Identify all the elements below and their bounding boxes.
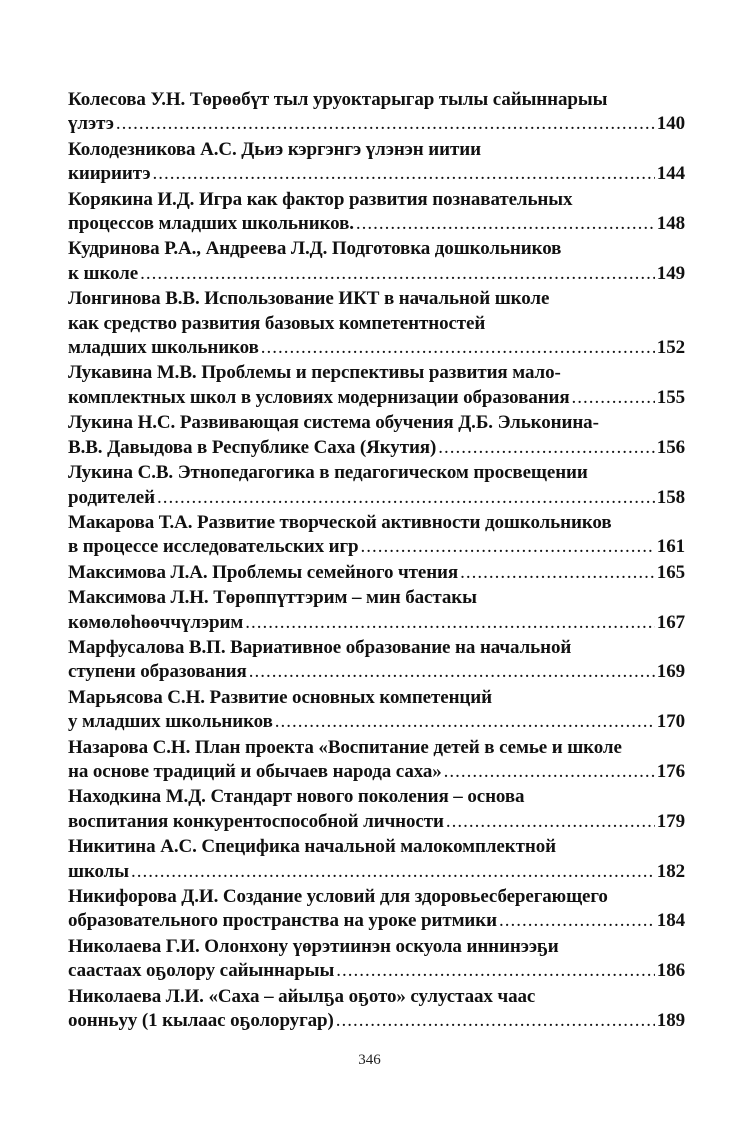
toc-entry xyxy=(68,237,685,286)
toc-entry-text: үлэтэ xyxy=(68,113,114,135)
toc-entry xyxy=(68,461,685,510)
toc-entry-last-line xyxy=(68,860,685,884)
toc-entry-text: школы xyxy=(68,860,129,882)
dot-leader xyxy=(460,561,655,585)
toc-entry xyxy=(68,736,685,785)
toc-entry-last-line xyxy=(68,262,685,286)
toc-entry-page: 186 xyxy=(656,960,685,982)
toc-entry-page: 176 xyxy=(656,760,685,782)
toc-entry-last-line xyxy=(68,1009,685,1033)
toc-entry-page: 161 xyxy=(656,536,685,558)
toc-entry-text: у младших школьников xyxy=(68,711,273,733)
toc-entry-page: 167 xyxy=(656,611,685,633)
toc-entry xyxy=(68,188,685,237)
dot-leader xyxy=(572,386,655,410)
toc-entry-last-line xyxy=(68,162,685,186)
toc-entry-line: Никитина А.С. Специфика начальной малокомплектной xyxy=(68,836,556,858)
toc-entry-line: Назарова С.Н. План проекта «Воспитание детей в семье и школе xyxy=(68,736,622,758)
toc-entry-page: 189 xyxy=(656,1010,685,1032)
toc-entry-line: Марьясова С.Н. Развитие основных компетенций xyxy=(68,686,492,708)
toc-entry-page: 152 xyxy=(656,337,685,359)
dot-leader xyxy=(245,611,655,635)
toc-entry xyxy=(68,561,685,585)
toc-entry-line: как средство развития базовых компетентностей xyxy=(68,312,486,334)
toc-entry-line: Лукина С.В. Этнопедагогика в педагогическом просвещении xyxy=(68,462,588,484)
toc-entry xyxy=(68,686,685,735)
toc-entry-line: Николаева Г.И. Олонхону үөрэтиинэн оскуола иннинээҕи xyxy=(68,935,559,957)
toc-entry-line: Никифорова Д.И. Создание условий для здоровьесберегающего xyxy=(68,886,608,907)
toc-entry-page: 182 xyxy=(656,860,685,882)
toc-entry-last-line xyxy=(68,760,685,784)
toc-entry xyxy=(68,287,685,360)
toc-entry xyxy=(68,411,685,460)
toc-entry xyxy=(68,586,685,635)
toc-entry-page: 149 xyxy=(656,262,685,284)
toc-entry-last-line xyxy=(68,561,685,585)
toc-entry-line: Корякина И.Д. Игра как фактор развития познавательных xyxy=(68,188,573,210)
toc-entry-text: Максимова Л.А. Проблемы семейного чтения xyxy=(68,561,459,583)
toc-entry-last-line xyxy=(68,212,685,236)
toc-entry xyxy=(68,935,685,984)
toc-entry-line: Лонгинова В.В. Использование ИКТ в начальной школе xyxy=(68,288,550,310)
toc-entry-text: процессов младших школьников. xyxy=(68,213,354,235)
toc-entry-text: ступени образования xyxy=(68,661,247,683)
toc-entry-line: Кудринова Р.А., Андреева Л.Д. Подготовка дошкольников xyxy=(68,238,562,260)
toc-entry-line: Лукавина М.В. Проблемы и перспективы развития мало- xyxy=(68,362,561,384)
toc-entry-text: оонньуу (1 кылаас оҕолоругар) xyxy=(68,1010,334,1032)
dot-leader xyxy=(116,112,655,136)
toc-entry-last-line xyxy=(68,336,685,360)
dot-leader xyxy=(249,660,655,684)
toc-entry xyxy=(68,835,685,884)
toc-entry-line: Макарова Т.А. Развитие творческой активности дошкольников xyxy=(68,511,612,533)
toc-entry-line: Колодезникова А.С. Дьиэ кэргэнгэ үлэнэн иитии xyxy=(68,138,481,160)
toc-entry-line: Лукина Н.С. Развивающая система обучения Д.Б. Эльконина- xyxy=(68,412,599,434)
toc-entry-line: Николаева Л.И. «Саха – айылҕа оҕото» сулустаах чаас xyxy=(68,985,536,1007)
toc-entry xyxy=(68,885,685,934)
toc-entry-page: 148 xyxy=(656,213,685,235)
toc-entry-last-line xyxy=(68,909,685,933)
dot-leader xyxy=(356,212,655,236)
dot-leader xyxy=(444,760,655,784)
toc-entry-page: 144 xyxy=(656,163,685,185)
toc-entry-last-line xyxy=(68,660,685,684)
dot-leader xyxy=(499,909,655,933)
page-number: 346 xyxy=(358,1052,381,1068)
dot-leader xyxy=(275,710,655,734)
dot-leader xyxy=(261,336,655,360)
toc-entry-last-line xyxy=(68,959,685,983)
toc-entry xyxy=(68,138,685,187)
toc-entry-last-line xyxy=(68,535,685,559)
dot-leader xyxy=(131,860,655,884)
toc-entry-page: 179 xyxy=(656,810,685,832)
dot-leader xyxy=(153,162,655,186)
toc-entry-page: 156 xyxy=(656,436,685,458)
dot-leader xyxy=(140,262,655,286)
toc-entry-page: 155 xyxy=(656,386,685,408)
toc-entry-line: Колесова У.Н. Төрөөбүт тыл уруоктарыгар тылы сайыннарыы xyxy=(68,89,608,110)
toc-entry-page: 170 xyxy=(656,711,685,733)
toc-entry-text: көмөлөһөөччүлэрим xyxy=(68,611,244,633)
toc-entry-text: родителей xyxy=(68,486,155,508)
toc-entry-last-line xyxy=(68,611,685,635)
toc-entry-text: младших школьников xyxy=(68,337,259,359)
table-of-contents xyxy=(68,88,685,1034)
toc-entry-last-line xyxy=(68,486,685,510)
toc-entry-last-line xyxy=(68,112,685,136)
toc-entry-text: на основе традиций и обычаев народа саха» xyxy=(68,760,442,782)
toc-entry xyxy=(68,985,685,1034)
toc-entry xyxy=(68,785,685,834)
toc-entry-text: в процессе исследовательских игр xyxy=(68,536,359,558)
toc-entry-page: 140 xyxy=(656,113,685,135)
toc-entry-page: 165 xyxy=(656,561,685,583)
toc-entry-line: Максимова Л.Н. Төрөппүттэрим – мин бастакы xyxy=(68,587,477,609)
toc-entry-last-line xyxy=(68,810,685,834)
toc-entry-line: Находкина М.Д. Стандарт нового поколения – основа xyxy=(68,786,525,808)
toc-entry xyxy=(68,88,685,137)
toc-entry-text: комплектных школ в условиях модернизации образования xyxy=(68,386,570,408)
toc-entry-last-line xyxy=(68,710,685,734)
toc-entry xyxy=(68,361,685,410)
toc-entry-last-line xyxy=(68,436,685,460)
toc-entry-text: к школе xyxy=(68,262,139,284)
toc-entry-page: 169 xyxy=(656,661,685,683)
dot-leader xyxy=(157,486,655,510)
toc-entry-text: В.В. Давыдова в Республике Саха (Якутия) xyxy=(68,436,437,458)
dot-leader xyxy=(360,535,654,559)
toc-entry-text: киириитэ xyxy=(68,163,151,185)
toc-entry-line: Марфусалова В.П. Вариативное образование на начальной xyxy=(68,636,572,658)
toc-entry-page: 184 xyxy=(656,910,685,932)
dot-leader xyxy=(446,810,655,834)
dot-leader xyxy=(336,959,655,983)
toc-entry-last-line xyxy=(68,386,685,410)
dot-leader xyxy=(438,436,655,460)
toc-entry-text: саастаах оҕолору сайыннарыы xyxy=(68,960,335,982)
toc-entry-page: 158 xyxy=(656,486,685,508)
toc-entry xyxy=(68,511,685,560)
toc-entry-text: воспитания конкурентоспособной личности xyxy=(68,810,444,832)
toc-entry-text: образовательного пространства на уроке ритмики xyxy=(68,910,497,932)
toc-entry xyxy=(68,636,685,685)
dot-leader xyxy=(336,1009,655,1033)
